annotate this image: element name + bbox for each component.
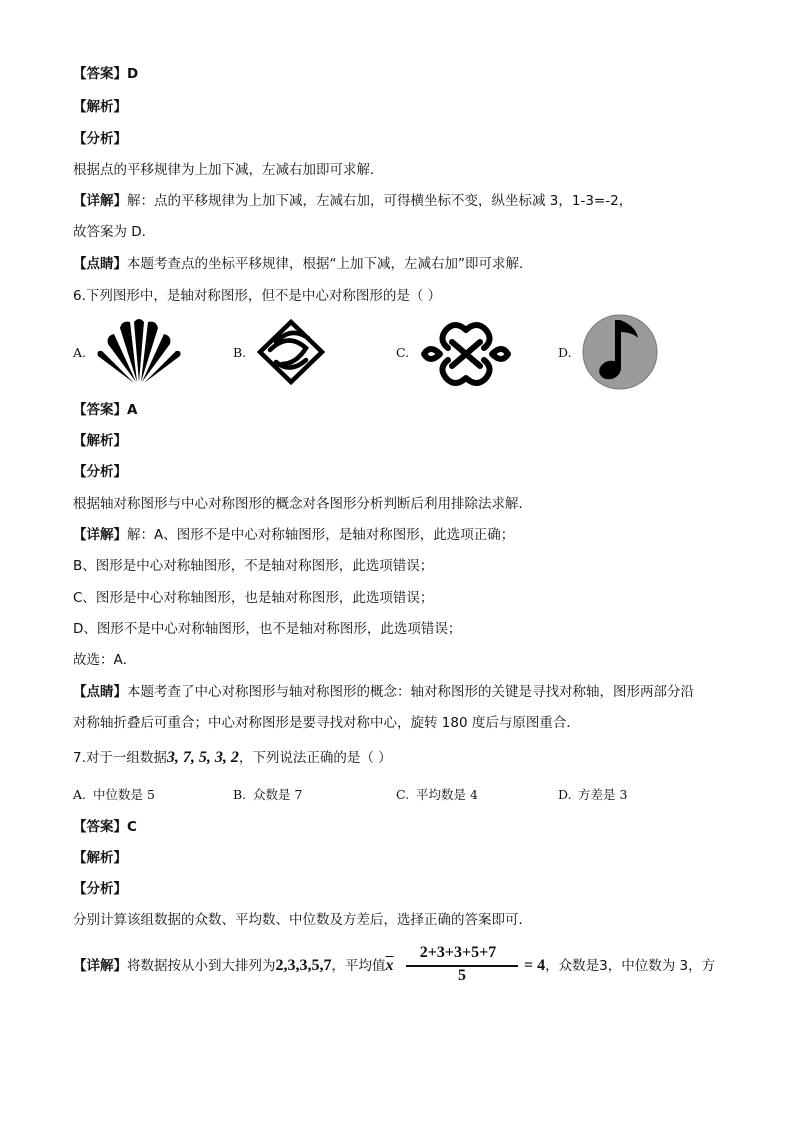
music-note-disc-icon (582, 314, 658, 390)
option-a-label: A. (73, 345, 87, 360)
analysis-tag: 【解析】 (73, 99, 127, 115)
detail-tag: 【详解】 (73, 958, 127, 974)
option-d-label: D. (558, 787, 572, 802)
sorted-data: 2,3,3,5,7 (275, 957, 332, 974)
option-b-label: B. (233, 345, 247, 360)
huawei-fan-logo-icon (96, 318, 182, 384)
q5-answer-line (73, 64, 138, 84)
dianjing-text-1: 本题考查了中心对称图形与轴对称图形的概念：轴对称图形的关键是寻找对称轴，图形两部分沿 (127, 684, 694, 700)
analysis-tag: 【解析】 (73, 850, 127, 866)
detail-line-3: C、图形是中心对称轴图形，也是轴对称图形，此选项错误； (73, 590, 434, 606)
question-prefix: 7.对于一组数据 (73, 750, 167, 766)
q6-detail-line (73, 525, 514, 545)
china-unicom-knot-icon (418, 318, 514, 390)
fraction-numerator: 2+3+3+5+7 (419, 944, 497, 961)
q6-answer-line (73, 400, 137, 420)
answer-value: A (127, 402, 138, 418)
answer-value: D (127, 66, 139, 82)
detail-line-5: 故选：A． (73, 652, 137, 668)
detail-text: 解：点的平移规律为上加下减，左减右加，可得横坐标不变，纵坐标减 3，1-3=-2， (127, 193, 633, 209)
answer-tag: 【答案】 (73, 819, 127, 835)
detail-tag: 【详解】 (73, 193, 127, 209)
option-d-text: 方差是 3 (578, 787, 628, 802)
answer-tag: 【答案】 (73, 402, 127, 418)
dianjing-tag: 【点睛】 (73, 684, 127, 700)
mean-equals: = 4 (524, 957, 546, 974)
q6-question: 6.下列图形中，是轴对称图形，但不是中心对称图形的是（ ） (73, 288, 442, 304)
detail-line-1: 解：A、图形不是中心对称轴图形，是轴对称图形，此选项正确； (127, 527, 515, 543)
fenxi-text: 根据轴对称图形与中心对称图形的概念对各图形分析判断后利用排除法求解． (73, 496, 532, 512)
detail-prefix: 将数据按从小到大排列为 (127, 958, 276, 974)
china-mobile-logo-icon (256, 318, 326, 386)
q7-detail-tail (524, 956, 715, 976)
option-c-text: 平均数是 4 (416, 787, 478, 802)
detail-line-4: D、图形不是中心对称轴图形，也不是轴对称图形，此选项错误； (73, 621, 462, 637)
fraction-denominator: 5 (458, 967, 466, 984)
fenxi-text: 根据点的平移规律为上加下减，左减右加即可求解． (73, 162, 384, 178)
detail-suffix: ，众数是3，中位数为 3，方 (545, 958, 716, 974)
option-b-label: B. (233, 787, 247, 802)
mean-fraction (398, 944, 518, 986)
dianjing-text: 本题考查点的坐标平移规律，根据“上加下减，左减右加”即可求解． (127, 256, 533, 272)
dianjing-text-2: 对称轴折叠后可重合；中心对称图形是要寻找对称中心，旋转 180 度后与原图重合． (73, 715, 580, 731)
option-d-label: D. (558, 345, 572, 360)
option-a-label: A. (73, 787, 87, 802)
fenxi-tag: 【分析】 (73, 881, 127, 897)
fenxi-tag: 【分析】 (73, 464, 127, 480)
q7-answer-line (73, 817, 137, 837)
mean-symbol: $\overline{x}$ (385, 957, 394, 974)
conclusion-text: 故答案为 D． (73, 224, 156, 240)
option-c-label: C. (396, 787, 410, 802)
q7-question (73, 748, 392, 768)
option-b-text: 众数是 7 (253, 787, 303, 802)
q5-dianjing-line (73, 254, 533, 274)
analysis-tag: 【解析】 (73, 433, 127, 449)
mean-prefix: ，平均值 (331, 958, 386, 974)
detail-line-2: B、图形是中心对称轴图形，不是轴对称图形，此选项错误； (73, 558, 434, 574)
fenxi-text: 分别计算该组数据的众数、平均数、中位数及方差后，选择正确的答案即可． (73, 912, 532, 928)
option-c-label: C. (396, 345, 410, 360)
q7-detail-line (73, 956, 394, 976)
q6-dianjing-line (73, 682, 694, 702)
detail-tag: 【详解】 (73, 527, 127, 543)
dianjing-tag: 【点睛】 (73, 256, 127, 272)
fenxi-tag: 【分析】 (73, 131, 127, 147)
question-suffix: ，下列说法正确的是（ ） (238, 750, 392, 766)
option-a-text: 中位数是 5 (93, 787, 155, 802)
answer-value: C (127, 819, 137, 835)
q5-detail-line (73, 191, 632, 211)
question-data: 3, 7, 5, 3, 2 (166, 749, 239, 766)
answer-tag: 【答案】 (73, 66, 127, 82)
